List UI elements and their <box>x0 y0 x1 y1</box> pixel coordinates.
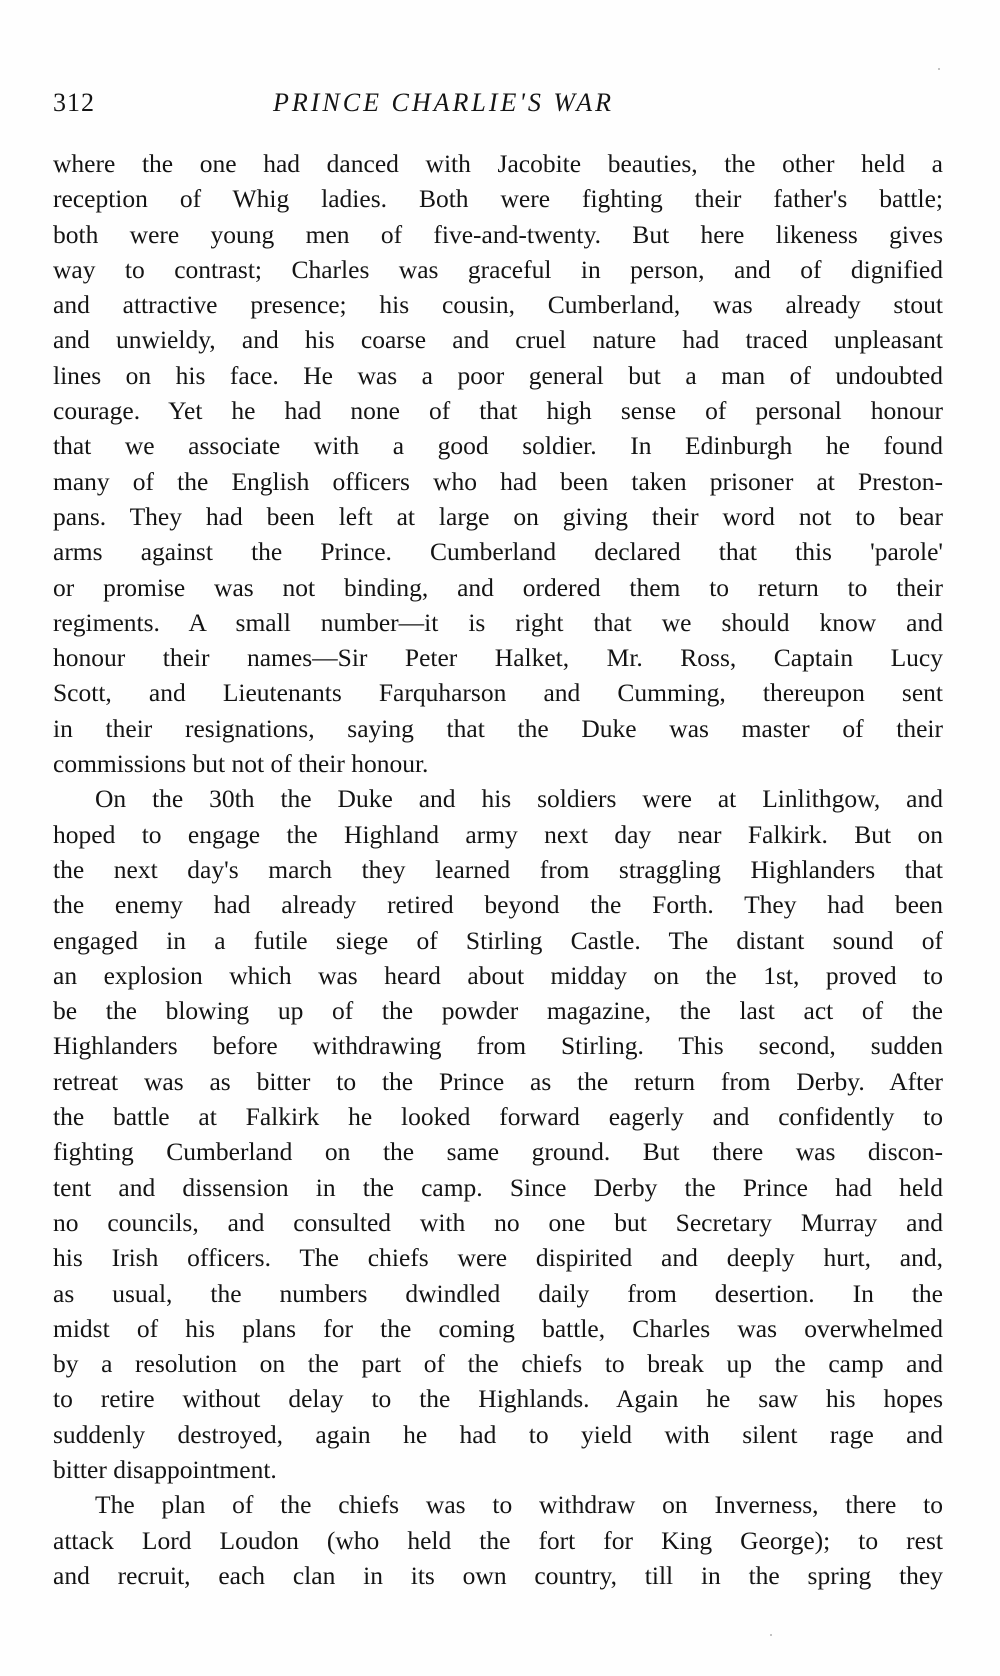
paragraph-3 <box>53 1487 943 1593</box>
text-line: reception of Whig ladies. Both were fighting their father's battle; <box>53 184 943 214</box>
text-line: no councils, and consulted with no one but Secretary Murray and <box>53 1207 943 1237</box>
page-header <box>53 88 943 122</box>
running-title: PRINCE CHARLIE'S WAR <box>273 88 615 117</box>
text-line: Highlanders before withdrawing from Stirling. This second, sudden <box>53 1031 943 1061</box>
text-line: suddenly destroyed, again he had to yield with silent rage and <box>53 1419 943 1449</box>
text-line: way to contrast; Charles was graceful in person, and of dignified <box>53 254 943 284</box>
text-line: fighting Cumberland on the same ground. But there was discon- <box>53 1137 943 1167</box>
text-line: The plan of the chiefs was to withdraw on Inverness, there to <box>95 1490 943 1520</box>
text-line: the battle at Falkirk he looked forward eagerly and confidently to <box>53 1102 943 1132</box>
text-line: in their resignations, saying that the Duke was master of their <box>53 713 943 743</box>
text-line: engaged in a futile siege of Stirling Castle. The distant sound of <box>53 925 943 955</box>
body-text <box>53 146 943 1593</box>
paper-speck <box>770 1634 772 1636</box>
text-line: regiments. A small number—it is right that we should know and <box>53 607 943 637</box>
text-line: by a resolution on the part of the chiefs to break up the camp and <box>53 1349 943 1379</box>
text-line: and unwieldy, and his coarse and cruel nature had traced unpleasant <box>53 325 943 355</box>
text-line: tent and dissension in the camp. Since Derby the Prince had held <box>53 1172 943 1202</box>
text-line: many of the English officers who had been taken prisoner at Preston- <box>53 466 943 496</box>
text-line: lines on his face. He was a poor general but a man of undoubted <box>53 360 943 390</box>
text-line: pans. They had been left at large on giving their word not to bear <box>53 501 943 531</box>
text-line: midst of his plans for the coming battle, Charles was overwhelmed <box>53 1313 943 1343</box>
paragraph-2 <box>53 781 943 1487</box>
text-line: Scott, and Lieutenants Farquharson and Cumming, thereupon sent <box>53 678 943 708</box>
paragraph-1 <box>53 146 943 781</box>
paper-speck <box>938 68 940 70</box>
text-line: bitter disappointment. <box>53 1454 277 1484</box>
text-line: hoped to engage the Highland army next day near Falkirk. But on <box>53 819 943 849</box>
text-line: On the 30th the Duke and his soldiers were at Linlithgow, and <box>95 784 943 814</box>
text-line: and attractive presence; his cousin, Cumberland, was already stout <box>53 290 943 320</box>
text-line: and recruit, each clan in its own country, till in the spring they <box>53 1560 943 1590</box>
text-line: retreat was as bitter to the Prince as the return from Derby. After <box>53 1066 943 1096</box>
page-number: 312 <box>53 88 95 117</box>
text-line: be the blowing up of the powder magazine, the last act of the <box>53 996 943 1026</box>
text-line: the enemy had already retired beyond the Forth. They had been <box>53 890 943 920</box>
text-line: to retire without delay to the Highlands. Again he saw his hopes <box>53 1384 943 1414</box>
text-line: as usual, the numbers dwindled daily from desertion. In the <box>53 1278 943 1308</box>
text-line: both were young men of five-and-twenty. But here likeness gives <box>53 219 943 249</box>
text-line: that we associate with a good soldier. In Edinburgh he found <box>53 431 943 461</box>
text-line: commissions but not of their honour. <box>53 749 429 779</box>
text-line: arms against the Prince. Cumberland declared that this 'parole' <box>53 537 943 567</box>
text-line: his Irish officers. The chiefs were dispirited and deeply hurt, and, <box>53 1243 943 1273</box>
text-line: or promise was not binding, and ordered them to return to their <box>53 572 943 602</box>
text-line: where the one had danced with Jacobite beauties, the other held a <box>53 149 943 178</box>
text-line: the next day's march they learned from straggling Highlanders that <box>53 854 943 884</box>
text-line: courage. Yet he had none of that high sense of personal honour <box>53 396 943 426</box>
text-line: an explosion which was heard about midday on the 1st, proved to <box>53 960 943 990</box>
text-line: honour their names—Sir Peter Halket, Mr. Ross, Captain Lucy <box>53 643 943 673</box>
text-line: attack Lord Loudon (who held the fort for King George); to rest <box>53 1525 943 1555</box>
